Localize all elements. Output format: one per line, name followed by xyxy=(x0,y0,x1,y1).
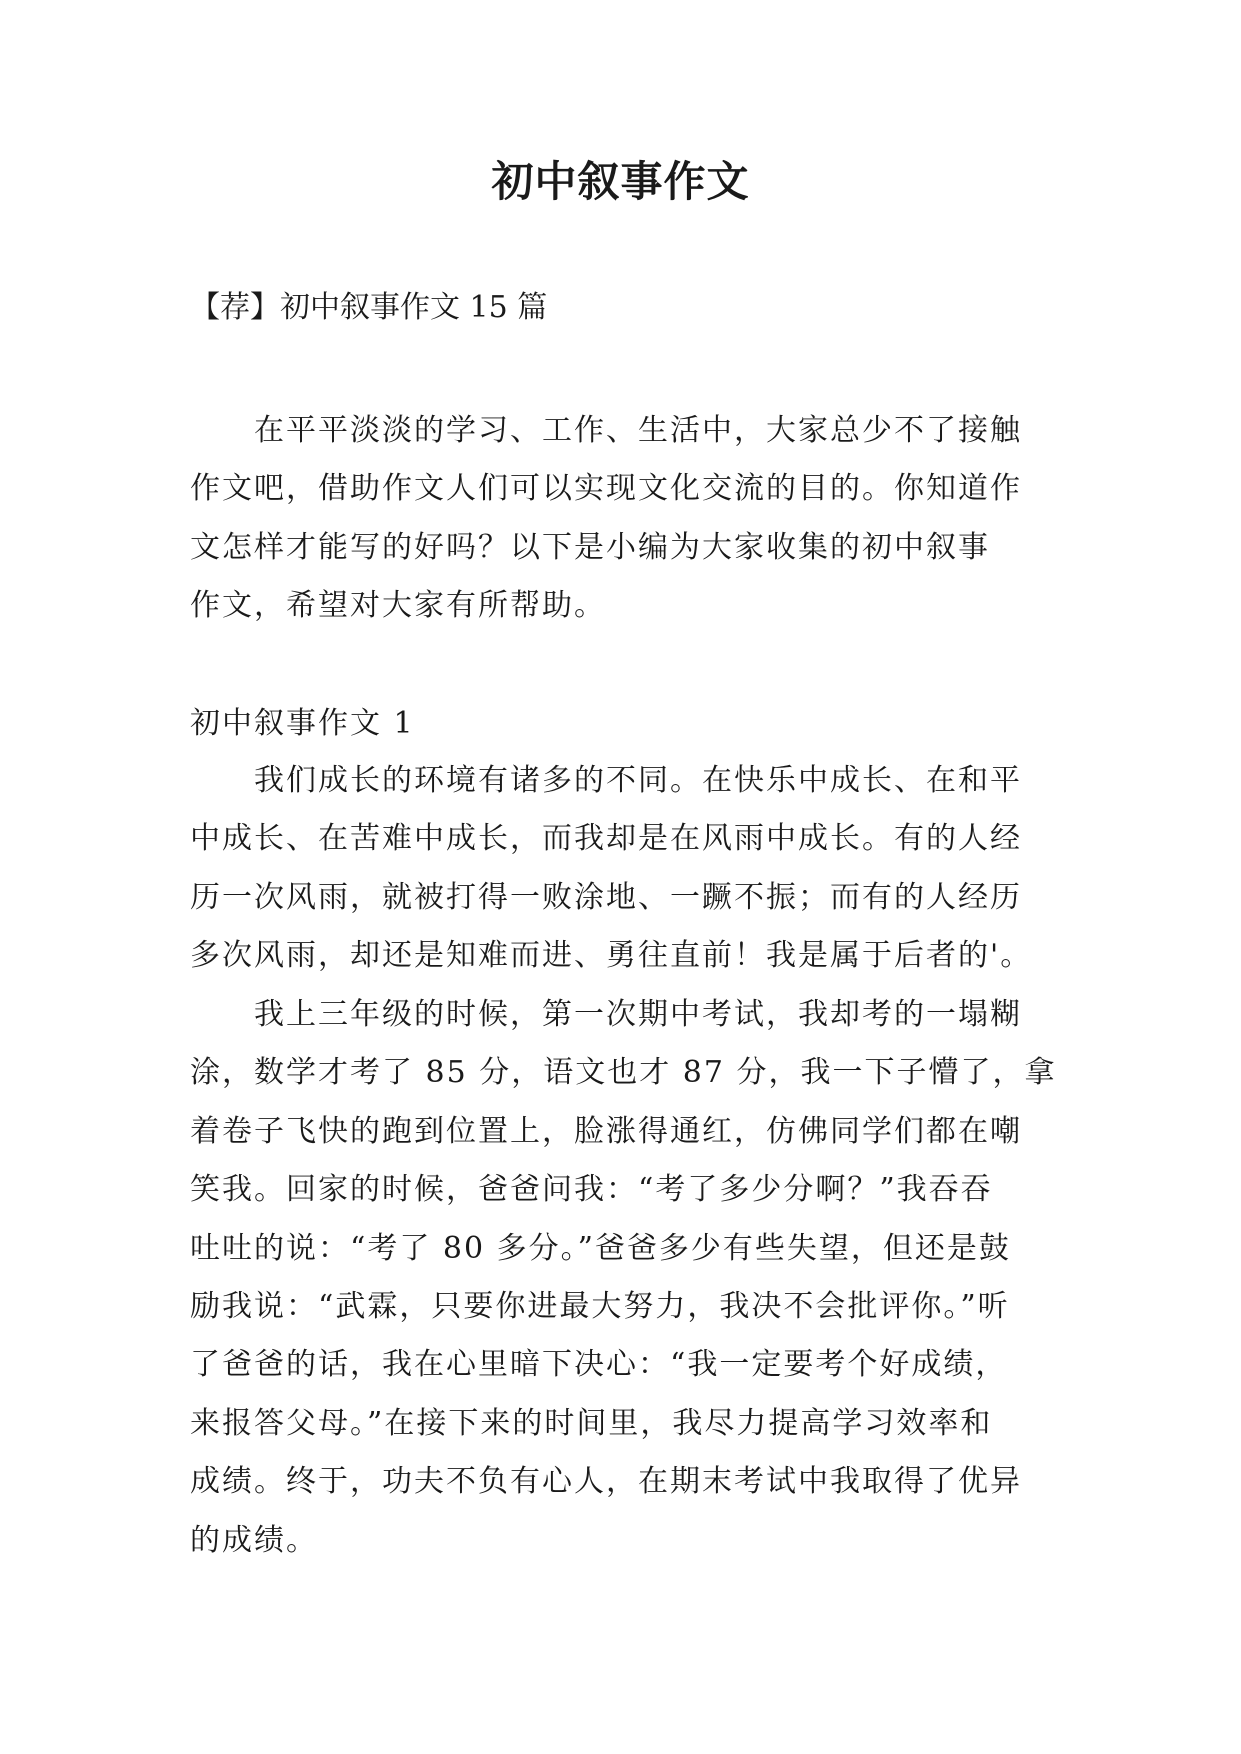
text-line: 在平平淡淡的学习、工作、生活中，大家总少不了接触 xyxy=(190,413,1022,448)
document-subtitle: 【荐】初中叙事作文 15 篇 xyxy=(190,290,548,325)
document-title: 初中叙事作文 xyxy=(491,157,750,206)
text-line: 吐吐的说：“考了 80 多分。”爸爸多少有些失望，但还是鼓 xyxy=(190,1230,1011,1266)
text-line: 着卷子飞快的跑到位置上，脸涨得通红，仿佛同学们都在嘲 xyxy=(190,1113,1022,1149)
section-heading: 初中叙事作文 1 xyxy=(190,706,415,741)
text-line: 成绩。终于，功夫不负有心人，在期末考试中我取得了优异 xyxy=(190,1464,1022,1500)
text-line: 来报答父母。”在接下来的时间里，我尽力提高学习效率和 xyxy=(190,1405,993,1441)
body-paragraph-2 xyxy=(190,986,1070,1570)
text-line: 了爸爸的话，我在心里暗下决心：“我一定要考个好成绩， xyxy=(190,1347,1008,1383)
text-line: 励我说：“武霖，只要你进最大努力，我决不会批评你。”听 xyxy=(190,1288,1010,1324)
text-line: 历一次风雨，就被打得一败涂地、一蹶不振；而有的人经历 xyxy=(190,879,1022,915)
text-line: 笑我。回家的时候，爸爸问我：“考了多少分啊？”我吞吞 xyxy=(190,1172,993,1208)
body-paragraph-1 xyxy=(190,752,1070,986)
text-line: 涂，数学才考了 85 分，语文也才 87 分，我一下子懵了，拿 xyxy=(190,1055,1057,1091)
text-line: 的成绩。 xyxy=(190,1522,318,1558)
text-line: 作文吧，借助作文人们可以实现文化交流的目的。你知道作 xyxy=(190,471,1022,507)
text-line: 作文，希望对大家有所帮助。 xyxy=(190,588,606,624)
intro-paragraph xyxy=(190,402,1070,636)
text-line: 多次风雨，却还是知难而进、勇往直前！我是属于后者的'。 xyxy=(190,938,1033,974)
text-line: 中成长、在苦难中成长，而我却是在风雨中成长。有的人经 xyxy=(190,821,1022,857)
text-line: 文怎样才能写的好吗？以下是小编为大家收集的初中叙事 xyxy=(190,529,990,565)
text-line: 我上三年级的时候，第一次期中考试，我却考的一塌糊 xyxy=(190,997,1022,1032)
text-line: 我们成长的环境有诸多的不同。在快乐中成长、在和平 xyxy=(190,763,1022,798)
